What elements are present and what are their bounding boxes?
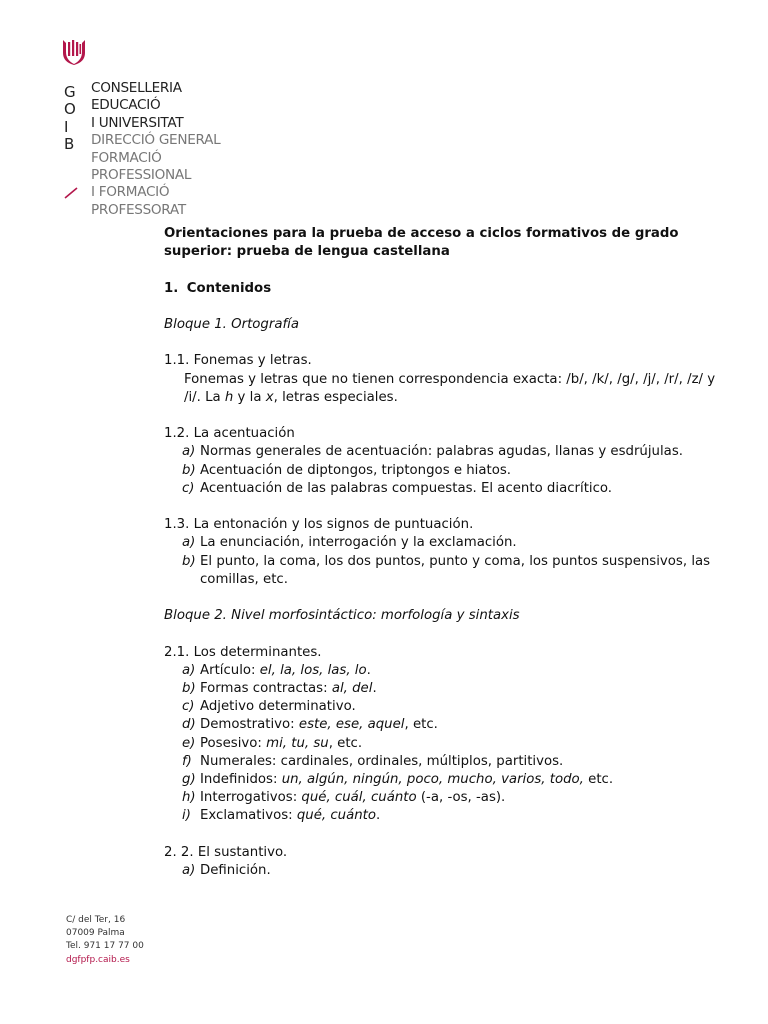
list-item: f) Numerales: cardinales, ordinales, múltiplos, partitivos. xyxy=(182,753,564,769)
department-name xyxy=(91,80,220,219)
list-item: b) El punto, la coma, los dos puntos, punto y coma, los puntos suspensivos, las comillas, etc. xyxy=(182,553,711,587)
footer-phone: Tel. 971 17 77 00 xyxy=(66,941,144,952)
item-list xyxy=(164,534,724,589)
item-list xyxy=(164,443,724,498)
list-item: e) Posesivo: mi, tu, su, etc. xyxy=(182,735,363,751)
block-heading: Bloque 2. Nivel morfosintáctico: morfología y sintaxis xyxy=(164,608,520,624)
subsection-heading: 1.2. La acentuación xyxy=(164,426,295,442)
logo-letter-b: B xyxy=(64,135,75,154)
dept-line: PROFESSIONAL xyxy=(91,167,192,184)
list-item: a) Artículo: el, la, los, las, lo. xyxy=(182,662,371,678)
list-item: g) Indefinidos: un, algún, ningún, poco, mucho, varios, todo, etc. xyxy=(182,771,614,787)
list-item: d) Demostrativo: este, ese, aquel, etc. xyxy=(182,717,438,733)
dept-line: PROFESSORAT xyxy=(91,201,186,218)
logo-slash-icon xyxy=(63,186,79,200)
dept-line: FORMACIÓ xyxy=(91,149,162,166)
logo-letter-g: G xyxy=(64,83,76,101)
footer-city: 07009 Palma xyxy=(66,928,125,939)
balearic-coat-of-arms-icon xyxy=(63,40,85,65)
footer-contact xyxy=(66,914,144,967)
section-heading: 1. Contenidos xyxy=(164,280,272,296)
list-item: h) Interrogativos: qué, cuál, cuánto (-a, -os, -as). xyxy=(182,790,506,806)
list-item: c) Adjetivo determinativo. xyxy=(182,699,356,715)
section-title: Contenidos xyxy=(186,280,272,296)
list-item: b) Formas contractas: al, del. xyxy=(182,680,377,696)
subsection-text: Fonemas y letras que no tienen correspondencia exacta: /b/, /k/, /g/, /j/, /r/, /z/ y /i/. La h y la x, letras especiales. xyxy=(184,371,716,405)
subsection-heading: 2. 2. El sustantivo. xyxy=(164,844,288,860)
logo-letter-i: I xyxy=(64,117,69,136)
list-item: i) Exclamativos: qué, cuánto. xyxy=(182,808,381,824)
dept-line: I FORMACIÓ xyxy=(91,184,170,201)
subsection-heading: 1.1. Fonemas y letras. xyxy=(164,353,312,369)
item-list xyxy=(164,662,724,826)
goib-logo xyxy=(62,40,262,220)
list-item: c) Acentuación de las palabras compuestas. El acento diacrítico. xyxy=(182,480,613,496)
logo-letter-o: O xyxy=(64,100,76,119)
goib-letters xyxy=(64,84,84,154)
list-item: a) La enunciación, interrogación y la exclamación. xyxy=(182,535,517,551)
item-list xyxy=(164,862,724,880)
dept-line: EDUCACIÓ xyxy=(91,97,161,114)
block-heading: Bloque 1. Ortografía xyxy=(164,316,300,332)
list-item: b) Acentuación de diptongos, triptongos e hiatos. xyxy=(182,462,512,478)
list-item: a) Definición. xyxy=(182,862,271,878)
document-body xyxy=(164,225,724,880)
document-title: Orientaciones para la prueba de acceso a ciclos formativos de grado superior: prueba de lengua castellana xyxy=(164,226,679,260)
list-item: a) Normas generales de acentuación: palabras agudas, llanas y esdrújulas. xyxy=(182,444,683,460)
subsection-heading: 1.3. La entonación y los signos de puntuación. xyxy=(164,517,474,533)
dept-line: I UNIVERSITAT xyxy=(91,114,184,131)
subsection-heading: 2.1. Los determinantes. xyxy=(164,644,322,660)
dept-line: CONSELLERIA xyxy=(91,80,182,96)
footer-address: C/ del Ter, 16 xyxy=(66,915,126,925)
footer-website-link[interactable]: dgfpfp.caib.es xyxy=(66,954,130,965)
dept-line: DIRECCIÓ GENERAL xyxy=(91,132,221,149)
